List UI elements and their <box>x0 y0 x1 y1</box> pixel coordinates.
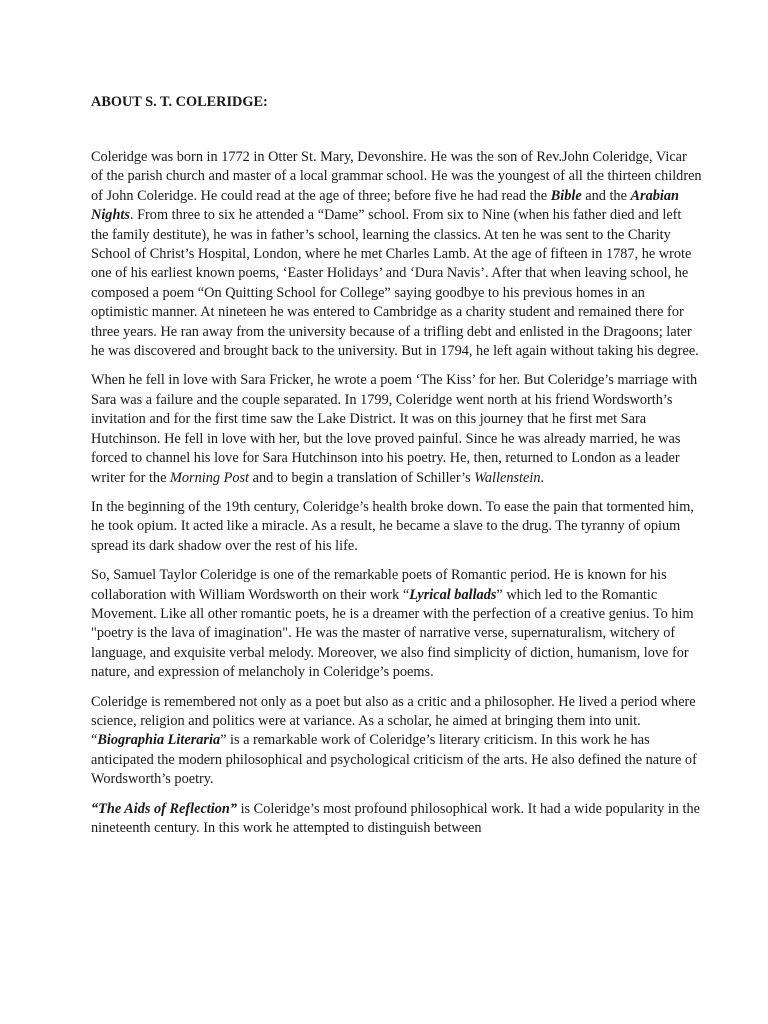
document-title: ABOUT S. T. COLERIDGE: <box>91 94 268 110</box>
paragraph-aids-of-reflection: “The Aids of Reflection” is Coleridge’s most profound philosophical work. It had a wide popularity in the nineteenth century. In this work he attempted to distinguish between <box>91 800 700 836</box>
wallenstein-title: Wallenstein <box>474 469 541 486</box>
aids-of-reflection-title: “The Aids of Reflection” <box>91 800 237 817</box>
lyrical-ballads-title: Lyrical ballads <box>409 586 497 603</box>
paragraph-romantic-poet: So, Samuel Taylor Coleridge is one of the remarkable poets of Romantic period. He is known for his collaboration with William Wordsworth on their work “Lyrical ballads” which led to the Romantic Movement. Like all other romantic poets, he is a dreamer with the perfection of a creative genius. To him "poetry is the lava of imagination". He was the master of narrative verse, supernaturalism, witchery of language, and exquisite verbal melody. Moreover, we also find simplicity of diction, humanism, love for nature, and expression of melancholy in Coleridge’s poems. <box>91 567 694 681</box>
morning-post-title: Morning Post <box>170 469 250 486</box>
arabian-nights-title: Arabian Nights <box>91 187 679 224</box>
bible-title: Bible <box>550 187 582 204</box>
paragraph-health-opium: In the beginning of the 19th century, Coleridge’s health broke down. To ease the pain that tormented him, he took opium. It acted like a miracle. As a result, he became a slave to the drug. The tyranny of opium spread its dark shadow over the rest of his life. <box>91 498 694 554</box>
paragraph-critic-philosopher: Coleridge is remembered not only as a poet but also as a critic and a philosopher. He lived a period where science, religion and politics were at variance. As a scholar, he aimed at bringing them into unit. “Biographia Literaria” is a remarkable work of Coleridge’s literary criticism. In this work he has anticipated the modern philosophical and psychological criticism of the arts. He also defined the nature of Wordsworth’s poetry. <box>91 693 697 788</box>
paragraph-love-marriage: When he fell in love with Sara Fricker, he wrote a poem ‘The Kiss’ for her. But Coleridge’s marriage with Sara was a failure and the couple separated. In 1799, Coleridge went north at his friend Wordsworth’s invitation and for the first time saw the Lake District. It was on this journey that he first met Sara Hutchinson. He fell in love with her, but the love proved painful. Since he was already married, he was forced to channel his love for Sara Hutchinson into his poetry. He, then, returned to London as a leader writer for the Morning Post and to begin a translation of Schiller’s Wallenstein. <box>91 372 698 486</box>
paragraph-birth-education: Coleridge was born in 1772 in Otter St. Mary, Devonshire. He was the son of Rev.John Coleridge, Vicar of the parish church and master of a local grammar school. He was the youngest of all the thirteen children of John Coleridge. He could read at the age of three; before five he had read the Bible and the Arabian Nights. From three to six he attended a “Dame” school. From six to Nine (when his father died and left the family destitute), he was in father’s school, learning the classics. At ten he was sent to the Charity School of Christ’s Hospital, London, where he met Charles Lamb. At the age of fifteen in 1787, he wrote one of his earliest known poems, ‘Easter Holidays’ and ‘Dura Navis’. After that when leaving school, he composed a poem “On Quitting School for College” saying goodbye to his previous homes in an optimistic manner. At nineteen he was entered to Cambridge as a charity student and remained there for three years. He ran away from the university because of a trifling debt and enlisted in the Dragoons; later he was discovered and brought back to the university. But in 1794, he left again without taking his degree. <box>91 149 702 360</box>
biographia-literaria-title: Biographia Literaria <box>97 732 221 749</box>
